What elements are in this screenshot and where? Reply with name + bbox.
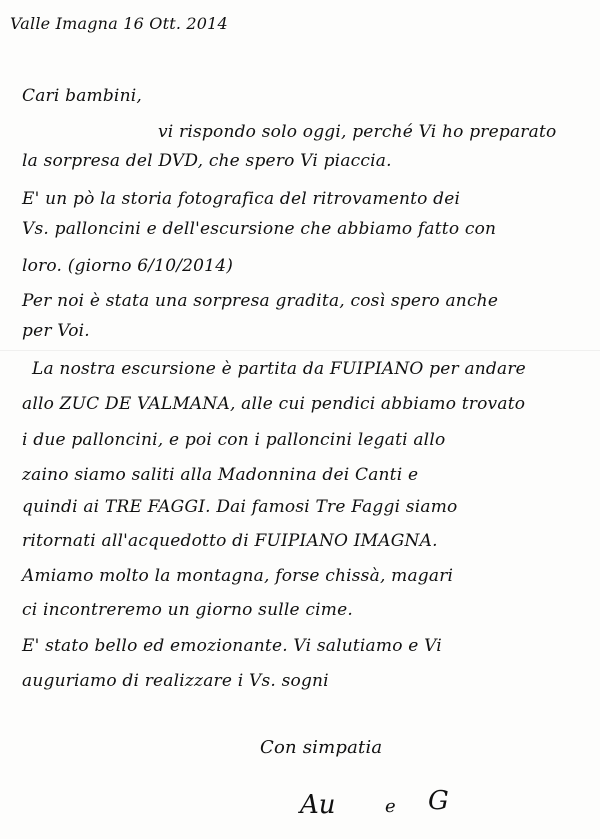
letter-line: la sorpresa del DVD, che spero Vi piaccia.: [22, 151, 392, 171]
place-date: Valle Imagna 16 Ott. 2014: [10, 14, 228, 33]
letter-line: Vs. palloncini e dell'escursione che abbiamo fatto con: [22, 219, 497, 239]
letter-line: vi rispondo solo oggi, perché Vi ho preparato: [158, 122, 557, 142]
closing: Con simpatia: [260, 737, 383, 758]
letter-line: Amiamo molto la montagna, forse chissà, magari: [22, 566, 454, 586]
letter-line: auguriamo di realizzare i Vs. sogni: [22, 671, 329, 691]
letter-line: per Voi.: [22, 321, 90, 341]
letter-line: E' stato bello ed emozionante. Vi salutiamo e Vi: [22, 636, 442, 656]
letter-line: loro. (giorno 6/10/2014): [22, 256, 234, 276]
paper-fold: [0, 350, 600, 351]
letter-line: zaino siamo saliti alla Madonnina dei Canti e: [22, 465, 419, 485]
salutation: Cari bambini,: [22, 86, 142, 106]
signature-and: e: [385, 796, 396, 817]
signature-2: G: [428, 786, 449, 816]
letter-line: allo ZUC DE VALMANA, alle cui pendici abbiamo trovato: [22, 394, 526, 414]
letter-line: Per noi è stata una sorpresa gradita, così spero anche: [22, 291, 499, 311]
letter-line: quindi ai TRE FAGGI. Dai famosi Tre Faggi siamo: [22, 497, 458, 517]
signature-1: Au: [300, 790, 336, 820]
letter-line: ritornati all'acquedotto di FUIPIANO IMAGNA.: [22, 531, 438, 551]
letter-line: La nostra escursione è partita da FUIPIANO per andare: [32, 359, 526, 379]
letter-line: i due palloncini, e poi con i palloncini legati allo: [22, 430, 446, 450]
letter-line: E' un pò la storia fotografica del ritrovamento dei: [22, 189, 461, 209]
letter-line: ci incontreremo un giorno sulle cime.: [22, 600, 353, 620]
